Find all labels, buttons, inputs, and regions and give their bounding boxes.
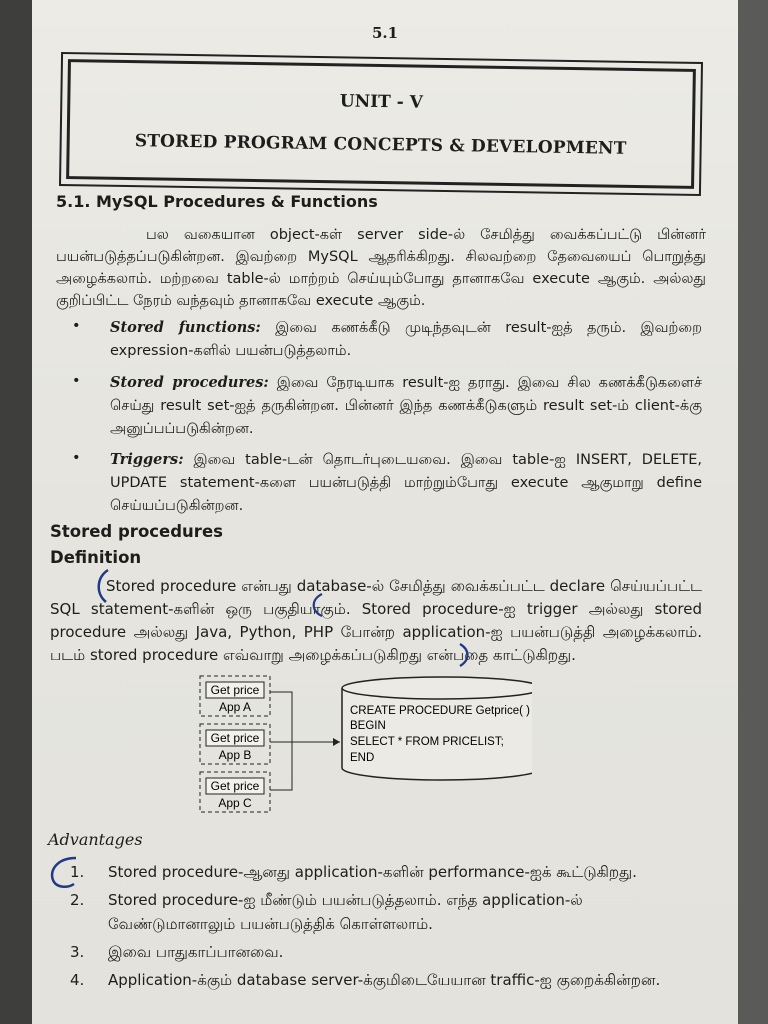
page-number: 5.1 (371, 24, 399, 42)
section-heading: 5.1. MySQL Procedures & Functions (56, 192, 378, 211)
book-page (32, 0, 738, 1024)
bullet-dot: • (72, 373, 81, 389)
bullet-term: Stored procedures: (110, 374, 269, 391)
unit-header-box (59, 52, 703, 196)
background-right (738, 0, 768, 1024)
pen-bracket-icon (456, 640, 476, 670)
get-price-button-a: Get price (210, 683, 260, 697)
bullet-dot: • (72, 318, 81, 334)
get-price-button-c: Get price (210, 779, 260, 793)
advantage-number: 2. (70, 891, 85, 909)
bullet-stored-functions (110, 316, 702, 363)
code-line-2: BEGIN (350, 720, 386, 732)
pen-bracket-icon (90, 566, 114, 606)
code-line-4: END (350, 752, 375, 764)
bullet-term: Stored functions: (110, 319, 261, 336)
background-left (0, 0, 36, 1024)
advantage-number: 3. (70, 943, 85, 961)
bullet-text: இவை கணக்கீடு முடிந்தவுடன் result-ஐத் தரும். இவற்றை expression-களில் பயன்படுத்தலாம். (110, 320, 702, 359)
bullet-text: இவை நேரடியாக result-ஐ தராது. இவை சில கணக்கீடுகளைச் செய்து result set-ஐத் தருகின்றன. பின்னர் இந்த கணக்கீடுகளும் result set-ம் client-க்கு அனுப்பப்படுகின்றன. (110, 375, 702, 437)
advantage-text: Application-க்கும் database server-க்குமிடையேயான traffic-ஐ குறைக்கின்றன. (108, 971, 661, 989)
advantage-number: 1. (70, 863, 85, 881)
intro-paragraph: பல வகையான object-கள் server side-ல் சேமித்து வைக்கப்பட்டு பின்னர் பயன்படுத்தப்படுகின்றன. இவற்றை MySQL ஆதரிக்கிறது. சிலவற்றை தேவையைப் பொறுத்து அழைக்கலாம். மற்றவை table-ல் மாற்றம் செய்யும்போது தானாகவே execute ஆகும். அல்லது குறிப்பிட்ட நேரம் வந்தவும் தானாகவே execute ஆகும். (56, 227, 706, 309)
app-b-label: App B (218, 748, 252, 762)
bullet-dot: • (72, 450, 81, 466)
advantage-text: இவை பாதுகாப்பானவை. (108, 943, 284, 961)
advantage-text: Stored procedure-ஆனது application-களின் performance-ஐக் கூட்டுகிறது. (108, 863, 637, 881)
bullet-term: Triggers: (110, 451, 184, 468)
app-a-label: App A (218, 700, 252, 714)
bullet-text: இவை table-டன் தொடர்புடையவை. இவை table-ஐ INSERT, DELETE, UPDATE statement-களை பயன்படுத்தி மாற்றும்போது execute ஆகுமாறு define செய்யப்படுகின்றன. (110, 452, 702, 514)
code-line-3: SELECT * FROM PRICELIST; (350, 736, 504, 748)
definition-heading: Definition (50, 548, 142, 567)
stored-procedures-heading: Stored procedures (50, 522, 223, 541)
advantages-heading: Advantages (48, 830, 143, 849)
bullet-stored-procedures (110, 371, 702, 441)
advantage-text: Stored procedure-ஐ மீண்டும் பயன்படுத்தலாம். எந்த application-ல் வேண்டுமானாலும் பயன்படுத்திக் கொள்ளலாம். (108, 891, 583, 933)
unit-subtitle: STORED PROGRAM CONCEPTS & DEVELOPMENT (134, 131, 627, 159)
bullet-triggers (110, 448, 702, 518)
definition-paragraph: Stored procedure என்பது database-ல் சேமித்து வைக்கப்பட்ட declare செய்யப்பட்ட SQL statement-களின் ஒரு பகுதியாகும். Stored procedure-ஐ trigger அல்லது stored procedure அல்லது Java, Python, PHP போன்ற application-ஐ பயன்படுத்தி அழைக்கலாம். படம் stored procedure எவ்வாறு அழைக்கப்படுகிறது என்பதை காட்டுகிறது. (50, 577, 702, 664)
advantage-number: 4. (70, 971, 85, 989)
unit-title: UNIT - V (339, 91, 424, 113)
pen-bracket-icon (302, 590, 332, 620)
procedure-diagram (192, 672, 532, 822)
get-price-button-b: Get price (210, 731, 260, 745)
code-line-1: CREATE PROCEDURE Getprice( ) (350, 705, 530, 717)
app-c-label: App C (218, 796, 252, 810)
